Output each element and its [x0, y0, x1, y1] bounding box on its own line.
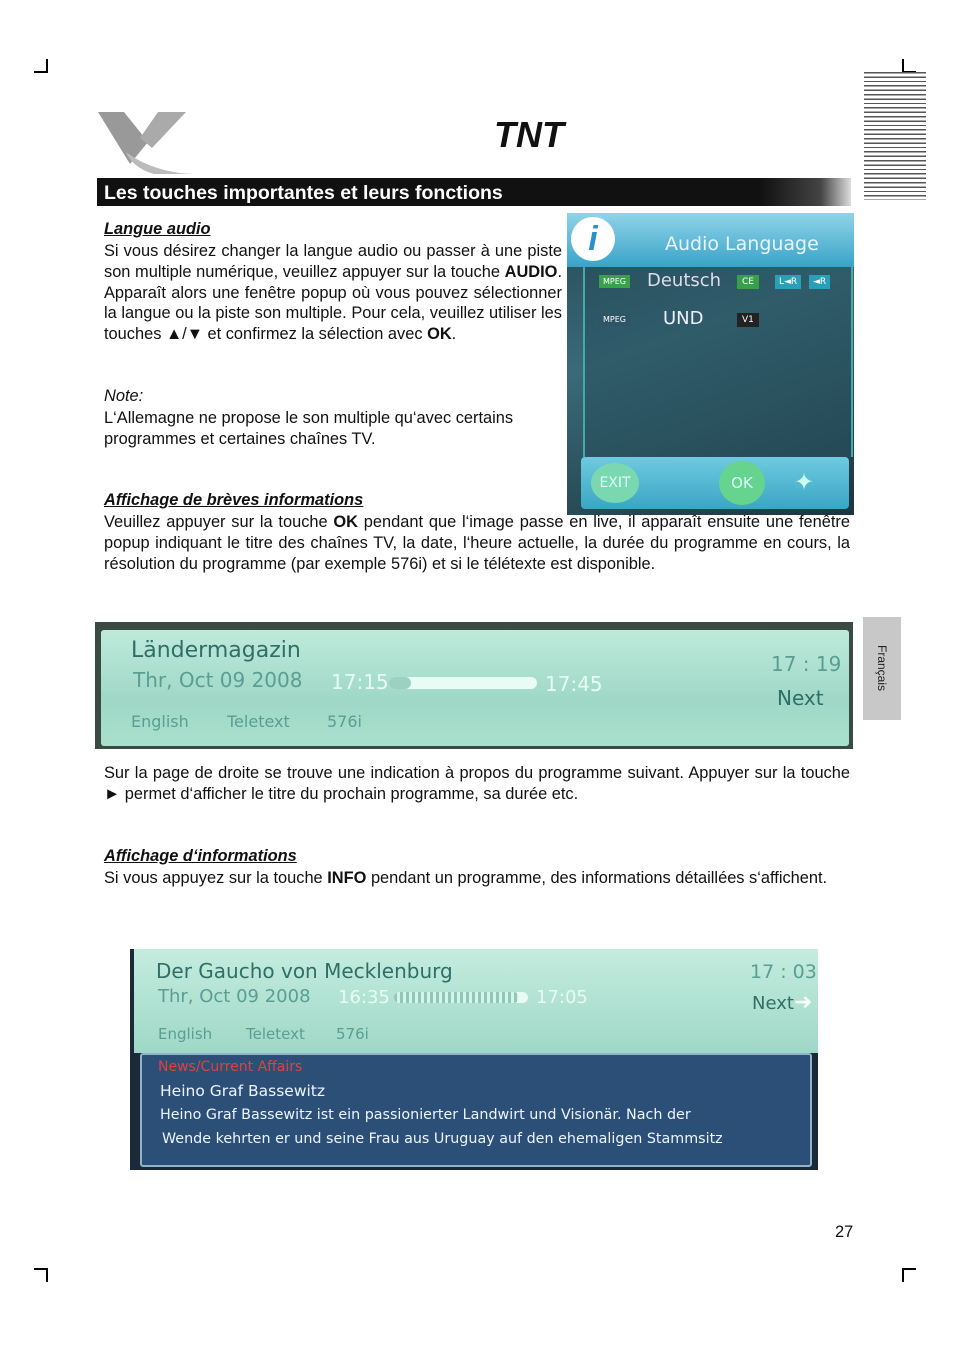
- right-tag: ◄R: [809, 275, 830, 289]
- crop-mark-top-left: [34, 59, 48, 73]
- end-time: 17:45: [545, 672, 603, 696]
- info-paragraph: [104, 868, 850, 889]
- page-number: 27: [835, 1223, 854, 1241]
- resolution-label: 576i: [327, 712, 362, 731]
- text-run: pendant que l‘image passe en live, il apparaît ensuite une fenêtre popup indiquant le titre des chaînes TV, la date, l‘heure actuelle, la durée du programme en cours, la résolution du programme (par exemple 576i) et si le télétexte est disponible.: [104, 513, 851, 573]
- v1-tag: V1: [737, 313, 759, 327]
- current-clock: 17 : 19: [771, 652, 842, 676]
- text-run: .: [451, 325, 457, 344]
- mpeg-badge: MPEG: [599, 275, 630, 288]
- ok-button[interactable]: OK: [719, 461, 765, 505]
- info-key: INFO: [327, 869, 367, 887]
- ok-key: OK: [333, 513, 359, 531]
- episode-subtitle: Heino Graf Bassewitz: [160, 1082, 326, 1100]
- mpeg-badge: MPEG: [599, 313, 630, 326]
- info-heading: Affichage d‘informations: [104, 847, 297, 865]
- ok-key: OK: [427, 325, 452, 344]
- crop-mark-bottom-right: [902, 1268, 916, 1282]
- audio-key: AUDIO: [504, 262, 558, 281]
- next-label[interactable]: Next: [777, 686, 824, 710]
- audio-language: English: [158, 1025, 213, 1043]
- text-run: Si vous désirez changer la langue audio ou passer à une piste son multiple numérique, veuillez appuyer sur la touche: [104, 242, 562, 281]
- audio-language-screenshot: [567, 213, 854, 515]
- audio-row-1[interactable]: [591, 269, 843, 297]
- text-run: Si vous appuyez sur la touche: [104, 869, 328, 887]
- text-run: . Apparaît alors une fenêtre popup où vous pouvez sélectionner la langue ou la piste son multiple. Pour cela, veuillez utiliser les touches ▲/▼ et confirmez la sélection avec: [104, 262, 562, 344]
- ce-tag: CE: [737, 275, 759, 289]
- crop-mark-top-right: [902, 59, 916, 73]
- progress-track: [389, 677, 537, 689]
- brief-info-screenshot: [95, 622, 853, 749]
- description-line-1: Heino Graf Bassewitz ist ein passionierter Landwirt und Visionär. Nach der: [160, 1107, 691, 1123]
- next-program-paragraph: Sur la page de droite se trouve une indication à propos du programme suivant. Appuyer sur la touche ► permet d‘afficher le titre du prochain programme, sa durée etc.: [104, 764, 850, 803]
- brand-x-logo: [96, 108, 196, 178]
- section-heading: Les touches importantes et leurs fonctions: [104, 182, 503, 204]
- program-date: Thr, Oct 09 2008: [133, 668, 303, 692]
- audio-language: English: [131, 712, 189, 731]
- start-time: 16:35: [338, 987, 390, 1008]
- page-title: TNT: [494, 114, 564, 155]
- striped-corner-block: [864, 72, 926, 200]
- stereo-tag: L◄R: [775, 275, 801, 289]
- genre-label: News/Current Affairs: [158, 1059, 303, 1075]
- program-date: Thr, Oct 09 2008: [158, 986, 311, 1007]
- teletext-label: Teletext: [227, 712, 290, 731]
- detailed-info-screenshot: [130, 949, 818, 1170]
- info-i-icon: i: [571, 217, 615, 261]
- note-text: L‘Allemagne ne propose le son multiple qu‘avec certains programmes et certaines chaînes TV.: [104, 409, 514, 448]
- brief-paragraph: [104, 512, 850, 574]
- osd-title: Audio Language: [665, 233, 819, 255]
- audio-paragraph: [104, 241, 562, 345]
- arrow-keys-icon: ✦: [793, 469, 815, 496]
- end-time: 17:05: [536, 987, 588, 1008]
- program-title: Ländermagazin: [131, 638, 301, 663]
- resolution-label: 576i: [336, 1025, 369, 1043]
- text-run: Veuillez appuyer sur la touche: [104, 513, 334, 531]
- audio-lang-2: UND: [663, 308, 704, 329]
- crop-mark-bottom-left: [34, 1268, 48, 1282]
- brief-heading: Affichage de brèves informations: [104, 491, 364, 509]
- audio-row-2[interactable]: [591, 307, 843, 335]
- audio-heading: Langue audio: [104, 220, 211, 238]
- text-run: pendant un programme, des informations détaillées s‘affichent.: [366, 869, 828, 887]
- audio-lang-1: Deutsch: [647, 270, 722, 291]
- progress-fill: [394, 992, 519, 1003]
- exit-button[interactable]: EXIT: [591, 463, 639, 503]
- program-title: Der Gaucho von Mecklenburg: [156, 959, 453, 983]
- next-arrow-icon: ➜: [794, 989, 813, 1014]
- current-clock: 17 : 03: [750, 961, 817, 983]
- next-label[interactable]: Next: [752, 993, 794, 1014]
- description-line-2: Wende kehrten er und seine Frau aus Uruguay auf den ehemaligen Stammsitz: [162, 1131, 723, 1147]
- start-time: 17:15: [331, 670, 389, 694]
- teletext-label: Teletext: [246, 1025, 305, 1043]
- note-label: Note:: [104, 387, 144, 405]
- progress-fill: [389, 677, 411, 689]
- language-side-tab-label: Français: [875, 645, 889, 692]
